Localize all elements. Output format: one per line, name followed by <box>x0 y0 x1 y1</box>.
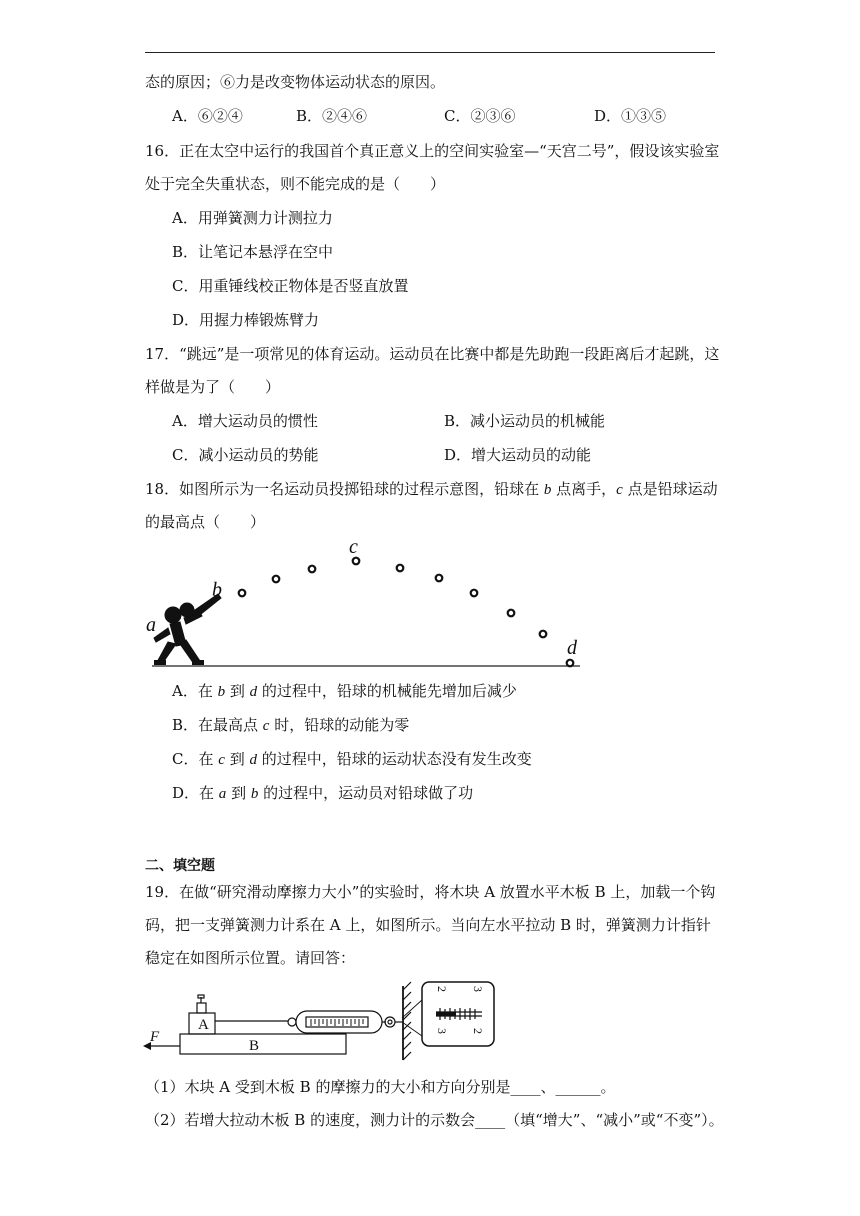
ball-d <box>567 660 574 667</box>
ball <box>397 565 404 572</box>
label-d: d <box>567 637 577 659</box>
q15-option-c[interactable]: C．②③⑥ <box>444 107 516 125</box>
q15-option-d[interactable]: D．①③⑤ <box>594 107 667 125</box>
q15-option-a[interactable]: A．⑥②④ <box>172 107 243 125</box>
scale-label: 3 <box>435 1028 449 1034</box>
q17-option-c[interactable]: C．减小运动员的势能 <box>172 446 319 464</box>
shot-put-trajectory <box>239 558 574 667</box>
ball <box>273 576 280 583</box>
q19-sub-question-2: （2）若增大拉动木板 B 的速度，测力计的示数会____（填“增大”、“减小”或“不变”）。 <box>145 1111 724 1129</box>
ball <box>508 610 515 617</box>
scale-label: 2 <box>435 986 449 992</box>
q18-option-a[interactable]: A．在 b 到 d 的过程中，铅球的机械能先增加后减少 <box>172 682 517 700</box>
shot-put-figure <box>140 532 590 674</box>
q16-option-c[interactable]: C．用重锤线校正物体是否竖直放置 <box>172 277 409 295</box>
ball <box>471 590 478 597</box>
q19-stem-line3: 稳定在如图所示位置。请回答： <box>145 949 356 967</box>
q19-stem-line1: 19．在做“研究滑动摩擦力大小”的实验时，将木块 A 放置水平木板 B 上，加载一个钩 <box>145 883 716 901</box>
q19-stem-line2: 码，把一支弹簧测力计系在 A 上，如图所示。当向左水平拉动 B 时，弹簧测力计指针 <box>145 916 711 934</box>
q19-sub-question-1: （1）木块 A 受到木板 B 的摩擦力的大小和方向分别是____、______。 <box>145 1078 616 1096</box>
ball <box>309 566 316 573</box>
q18-option-b[interactable]: B．在最高点 c 时，铅球的动能为零 <box>172 716 410 734</box>
q15-option-b[interactable]: B．②④⑥ <box>296 107 368 125</box>
q15-tail-text: 态的原因；⑥力是改变物体运动状态的原因。 <box>145 73 446 91</box>
ball-c <box>353 558 360 565</box>
ball-b <box>239 590 246 597</box>
q17-option-d[interactable]: D．增大运动员的动能 <box>444 446 592 464</box>
q16-option-b[interactable]: B．让笔记本悬浮在空中 <box>172 243 334 261</box>
ball <box>540 631 547 638</box>
label-force-f: F <box>150 1029 160 1045</box>
friction-experiment-figure <box>140 978 510 1064</box>
label-b: b <box>212 579 222 601</box>
athlete-figure <box>154 594 221 665</box>
q16-stem-line1: 16．正在太空中运行的我国首个真正意义上的空间实验室—“天宫二号”，假设该实验室 <box>145 142 720 160</box>
q16-option-d[interactable]: D．用握力棒锻炼臂力 <box>172 311 320 329</box>
q18-option-c[interactable]: C．在 c 到 d 的过程中，铅球的运动状态没有发生改变 <box>172 750 532 768</box>
q17-option-b[interactable]: B．减小运动员的机械能 <box>444 412 606 430</box>
section-title-fill-in: 二、填空题 <box>145 858 215 874</box>
label-a: a <box>146 614 156 636</box>
board-b <box>180 1034 346 1054</box>
label-board-b: B <box>249 1038 260 1054</box>
q16-stem-line2: 处于完全失重状态，则不能完成的是（ ） <box>145 175 446 193</box>
q17-stem-line1: 17．“跳远”是一项常见的体育运动。运动员在比赛中都是先助跑一段距离后才起跳，这 <box>145 345 720 363</box>
q16-option-a[interactable]: A．用弹簧测力计测拉力 <box>172 209 333 227</box>
q18-stem-line2: 的最高点（ ） <box>145 513 266 531</box>
label-block-a: A <box>198 1017 209 1033</box>
label-c: c <box>349 536 358 558</box>
scale-label: 3 <box>471 986 485 992</box>
q17-stem-line2: 样做是为了（ ） <box>145 378 281 396</box>
header-rule <box>145 52 715 53</box>
scale-label: 2 <box>471 1028 485 1034</box>
q18-stem-line1: 18．如图所示为一名运动员投掷铅球的过程示意图，铅球在 b 点离手，c 点是铅球运动 <box>145 480 718 498</box>
q17-option-a[interactable]: A．增大运动员的惯性 <box>172 412 318 430</box>
hook-weight <box>197 1003 206 1013</box>
ball <box>436 575 443 582</box>
q18-option-d[interactable]: D．在 a 到 b 的过程中，运动员对铅球做了功 <box>172 784 474 802</box>
